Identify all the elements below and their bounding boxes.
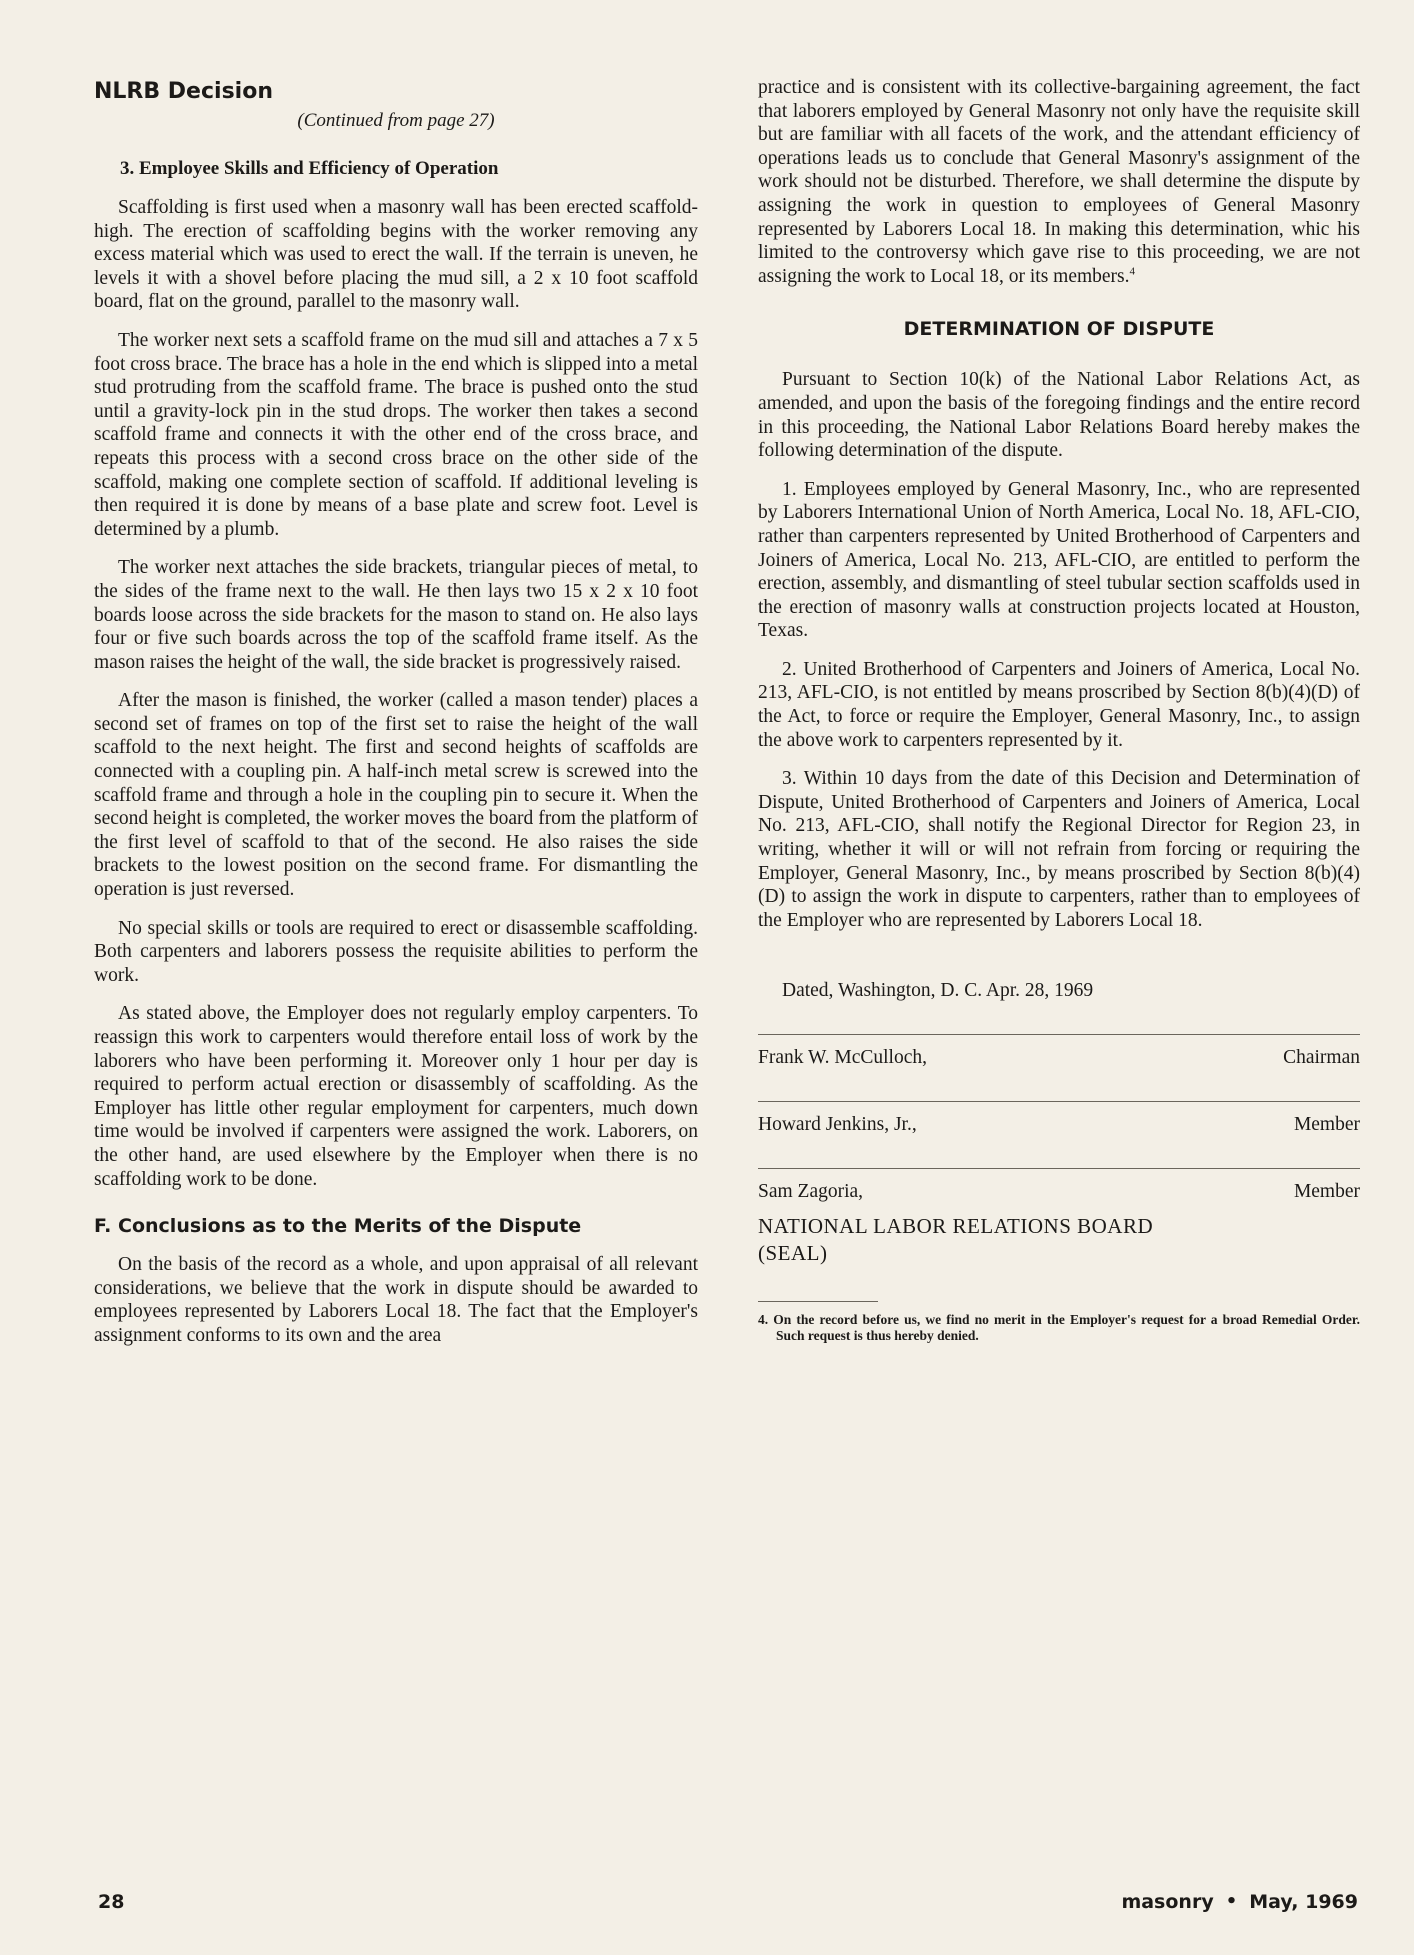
paragraph: The worker next attaches the side brackets, triangular pieces of metal, to the sides of the frame next to the wall. He then lays two 15 x 2 x 10 foot boards loose across the side brackets for the mason to stand on. He also lays four or five such boards across the top of the scaffold frame itself. As the mason raises the height of the wall, the side bracket is progressively raised. xyxy=(94,557,698,673)
footnote-ref: 4 xyxy=(1129,265,1136,278)
signature-line xyxy=(758,1101,1360,1138)
paragraph: As stated above, the Employer does not regularly employ carpenters. To reassign this work to carpenters would therefore entail loss of work by the laborers who have been performing it. Moreover only 1 hour per day is required to perform actual erection or disassembly of scaffolding. As the Employer has little other regular employment for carpenters, much down time would be involved if carpenters were assigned the work. Laborers, on the other hand, are used elsewhere by the Employer when there is no scaffolding work to be done. xyxy=(94,1003,698,1190)
conclusions-paragraph: On the basis of the record as a whole, and upon appraisal of all relevant considerations, we believe that the work in dispute should be awarded to employees represented by Laborers Local 18. The fact that the Employer's assignment conforms to its own and the area xyxy=(94,1254,698,1346)
running-footer xyxy=(1121,1890,1358,1914)
signer-name: Howard Jenkins, Jr., xyxy=(758,1114,917,1136)
seal-label: (SEAL) xyxy=(758,1241,828,1266)
continued-note: (Continued from page 27) xyxy=(297,110,495,131)
signature-line xyxy=(758,1034,1360,1071)
paragraph: 2. United Brotherhood of Carpenters and Joiners of America, Local No. 213, AFL-CIO, is not entitled by means proscribed by Section 8(b)(4)(D) of the Act, to force or require the Employer, General Masonry, Inc., to assign the above work to carpenters represented by it. xyxy=(758,658,1360,751)
board-name: NATIONAL LABOR RELATIONS BOARD xyxy=(758,1214,1154,1239)
paragraph: No special skills or tools are required to erect or disassemble scaffolding. Both carpenters and laborers possess the requisite abilities to perform the work. xyxy=(94,917,698,986)
paragraph: 1. Employees employed by General Masonry, Inc., who are represented by Laborers International Union of North America, Local No. 18, AFL-CIO, rather than carpenters represented by United Brotherhood of Carpenters and Joiners of America, Local No. 213, AFL-CIO, are entitled to perform the erection, assembly, and dismantling of steel tubular section scaffolds used in the erection of masonry walls at construction projects located at Houston, Texas. xyxy=(758,478,1360,642)
paragraph: The worker next sets a scaffold frame on the mud sill and attaches a 7 x 5 foot cross brace. The brace has a hole in the end which is slipped into a metal stud protruding from the scaffold frame. The brace is pushed onto the stud until a gravity-lock pin in the stud drops. The worker then takes a second scaffold frame and connects it with the other end of the cross brace, and repeats this process with a second cross brace on the other side of the scaffold, making one complete section of scaffold. If additional leveling is then required it is done by means of a base plate and screw foot. Level is determined by a plumb. xyxy=(94,329,698,540)
left-column xyxy=(94,76,698,1363)
footnote: 4. On the record before us, we find no merit in the Employer's request for a broad Remedial Order. Such request is thus hereby denied. xyxy=(758,1312,1360,1344)
issue-date: May, 1969 xyxy=(1249,1891,1358,1913)
signer-name: Frank W. McCulloch, xyxy=(758,1047,927,1069)
continuation-text: practice and is consistent with its collective-bargaining agreement, the fact that laborers employed by General Masonry not only have the requisite skill but are familiar with all facets of the work, and the attendant efficiency of operations leads us to conclude that General Masonry's assignment of the work should not be disturbed. Therefore, we shall determine the dispute by assigning the work in question to employees of General Masonry represented by Laborers Local 18. In making this determination, whic his limited to the controversy which gave rise to this proceeding, we are not assigning the work to Local 18, or its members. xyxy=(758,77,1360,287)
magazine-name: masonry xyxy=(1121,1891,1214,1913)
conclusions-heading: F. Conclusions as to the Merits of the Dispute xyxy=(94,1215,582,1238)
right-column xyxy=(758,76,1360,1344)
signer-title: Member xyxy=(1293,1181,1360,1203)
footnote-rule xyxy=(758,1301,878,1302)
section-label: NLRB Decision xyxy=(94,79,273,104)
paragraph: Scaffolding is first used when a masonry wall has been erected scaffold-high. The erection of scaffolding begins with the worker removing any excess material which was used to erect the wall. If the terrain is uneven, he levels it with a shovel before placing the mud sill, a 2 x 10 foot scaffold board, flat on the ground, parallel to the masonry wall. xyxy=(94,197,698,313)
paragraph: After the mason is finished, the worker (called a mason tender) places a second set of frames on top of the first set to raise the height of the wall scaffold to the next height. The first and second heights of scaffolds are connected with a coupling pin. A half-inch metal screw is screwed into the scaffold frame and through a hole in the coupling pin to secure it. When the second height is completed, the worker moves the board from the platform of the first level of scaffold to that of the second. He also raises the side brackets to the lowest position on the second frame. For dismantling the operation is just reversed. xyxy=(94,690,698,901)
continuation-paragraph xyxy=(758,76,1360,288)
paragraph: Pursuant to Section 10(k) of the National Labor Relations Act, as amended, and upon the basis of the foregoing findings and the entire record in this proceeding, the National Labor Relations Board hereby makes the following determination of the dispute. xyxy=(758,369,1360,462)
paragraph: 3. Within 10 days from the date of this Decision and Determination of Dispute, United Brotherhood of Carpenters and Joiners of America, Local No. 213, AFL-CIO, shall notify the Regional Director for Region 23, in writing, whether it will or will not refrain from forcing or requiring the Employer, General Masonry, Inc., by means proscribed by Section 8(b)(4)(D) to assign the work in dispute to carpenters, rather than to employees of the Employer who are represented by Laborers Local 18. xyxy=(758,768,1360,931)
subhead-employee-skills: 3. Employee Skills and Efficiency of Operation xyxy=(120,158,499,179)
signer-title: Member xyxy=(1293,1114,1360,1136)
bullet-separator: • xyxy=(1225,1891,1238,1912)
signer-name: Sam Zagoria, xyxy=(758,1181,864,1203)
page-number: 28 xyxy=(98,1891,125,1913)
signer-title: Chairman xyxy=(1283,1047,1360,1069)
dated-line: Dated, Washington, D. C. Apr. 28, 1969 xyxy=(782,980,1094,1002)
signature-line xyxy=(758,1168,1360,1205)
determination-heading: DETERMINATION OF DISPUTE xyxy=(903,318,1215,341)
